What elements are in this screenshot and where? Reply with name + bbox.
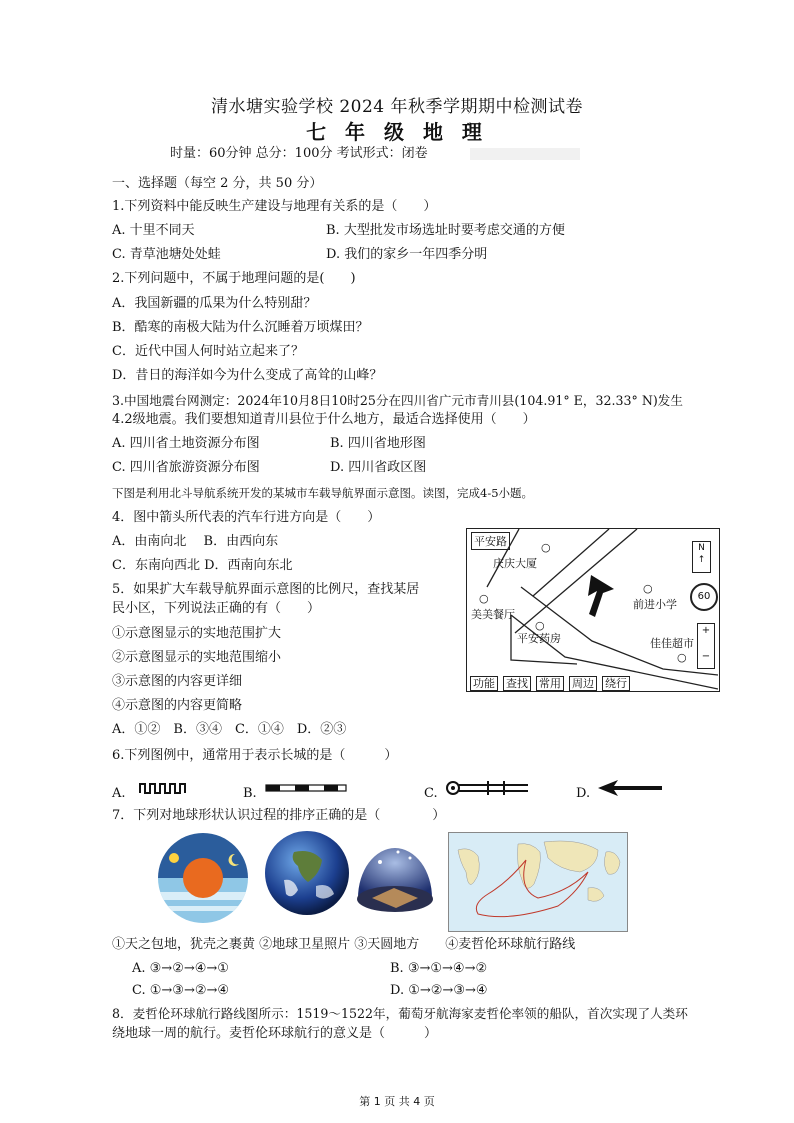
legend-arrow-symbol <box>596 778 664 798</box>
place-dot: ○ <box>677 651 687 664</box>
q6-option-a: A. <box>112 786 126 801</box>
place-dot: ○ <box>541 541 551 554</box>
q1-option-a: A. 十里不同天 <box>112 223 195 238</box>
place-dot: ○ <box>535 619 545 632</box>
exam-info: 时量：60分钟 总分：100分 考试形式：闭卷 <box>170 146 428 161</box>
legend-railway-symbol <box>265 781 347 795</box>
q8-stem-line2: 绕地球一周的航行。麦哲伦环球航行的意义是（ ） <box>112 1026 438 1041</box>
q2-option-b: B．酷寒的南极大陆为什么沉睡着万顷煤田？ <box>112 320 369 335</box>
earth-satellite-image <box>264 830 350 916</box>
speed-limit-icon: 60 <box>690 583 718 611</box>
q2-option-a: A．我国新疆的瓜果为什么特别甜？ <box>112 296 317 311</box>
q7-image-captions: ①天之包地，犹壳之裹黄 ②地球卫星照片 ③天圆地方 ④麦哲伦环球航行路线 <box>112 937 576 952</box>
q5-statement-1: ①示意图显示的实地范围扩大 <box>112 626 282 641</box>
q7-option-a: A. ③→②→④→① <box>132 961 229 976</box>
round-sky-square-earth-image <box>354 842 436 918</box>
navigation-map <box>466 528 720 692</box>
legend-bridge-symbol <box>444 778 530 798</box>
q6-option-c: C. <box>424 786 438 801</box>
exam-title: 清水塘实验学校 2024 年秋季学期期中检测试卷 <box>210 97 584 117</box>
q3-stem-line1: 3.中国地震台网测定：2024年10月8日10时25分在四川省广元市青川县(104.91° E，32.33° N)发生 <box>112 393 683 408</box>
q7-stem: 7．下列对地球形状认识过程的排序正确的是（ ） <box>112 808 446 823</box>
magellan-route-map-image <box>448 832 628 932</box>
compass-north-icon: N ↑ <box>692 541 711 573</box>
q7-option-c: C. ①→③→②→④ <box>132 983 230 998</box>
q7-option-d: D. ①→②→③→④ <box>390 983 488 998</box>
zoom-in-icon: + <box>701 625 711 636</box>
q2-option-c: C．近代中国人何时站立起来了？ <box>112 344 304 359</box>
q1-stem: 1.下列资料中能反映生产建设与地理有关系的是（ ） <box>112 199 437 214</box>
map-button-function: 功能 <box>470 676 498 691</box>
q4-options-cd: C．东南向西北 D．西南向东北 <box>112 558 293 573</box>
section-heading: 一、选择题（每空 2 分，共 50 分） <box>112 176 323 191</box>
q4-stem: 4．图中箭头所代表的汽车行进方向是（ ） <box>112 510 381 525</box>
q3-option-b: B. 四川省地形图 <box>330 436 426 451</box>
place-pingan-pharmacy: 平安药房 <box>517 632 561 645</box>
legend-great-wall-symbol <box>138 780 188 796</box>
q6-stem: 6.下列图例中，通常用于表示长城的是（ ） <box>112 748 398 763</box>
q4-5-intro: 下图是利用北斗导航系统开发的某城市车载导航界面示意图。读图，完成4-5小题。 <box>112 486 534 500</box>
q2-option-d: D．昔日的海洋如今为什么变成了高耸的山峰？ <box>112 368 383 383</box>
map-button-nearby: 周边 <box>569 676 597 691</box>
zoom-out-icon: − <box>701 651 711 662</box>
q5-stem-line1: 5．如果扩大车载导航界面示意图的比例尺，查找某居 <box>112 582 420 597</box>
q2-stem: 2.下列问题中，不属于地理问题的是( ) <box>112 271 356 286</box>
page-footer: 第 1 页 共 4 页 <box>359 1095 435 1108</box>
q3-option-c: C. 四川省旅游资源分布图 <box>112 460 260 475</box>
q6-option-b: B. <box>243 786 257 801</box>
q5-stem-line2: 民小区，下列说法正确的有（ ） <box>112 601 321 616</box>
q5-statement-4: ④示意图的内容更简略 <box>112 698 243 713</box>
exam-subtitle: 七 年 级 地 理 <box>306 120 488 144</box>
q3-option-d: D. 四川省政区图 <box>330 460 427 475</box>
map-button-search: 查找 <box>503 676 531 691</box>
place-dot: ○ <box>479 592 489 605</box>
q4-options-ab: A．由南向北 B．由西向东 <box>112 534 279 549</box>
place-meimei-restaurant: 美美餐厅 <box>471 608 515 621</box>
zoom-control <box>697 623 715 669</box>
egg-cosmology-image <box>157 832 249 924</box>
place-qingqing-building: 庆庆大厦 <box>493 557 537 570</box>
q1-option-b: B. 大型批发市场选址时要考虑交通的方便 <box>326 223 565 238</box>
q8-stem-line1: 8．麦哲伦环球航行路线图所示：1519～1522年，葡萄牙航海家麦哲伦率领的船队，首次实现了人类环 <box>112 1006 688 1021</box>
q7-option-b: B. ③→①→④→② <box>390 961 488 976</box>
redacted-strip <box>470 148 580 160</box>
q5-statement-3: ③示意图的内容更详细 <box>112 674 243 689</box>
q3-option-a: A. 四川省土地资源分布图 <box>112 436 260 451</box>
q5-choices: A．①② B．③④ C．①④ D．②③ <box>112 722 347 737</box>
place-jiajia-supermarket: 佳佳超市 <box>650 637 694 650</box>
place-dot: ○ <box>643 582 653 595</box>
q1-option-c: C. 青草池塘处处蛙 <box>112 247 221 262</box>
q6-option-d: D. <box>576 786 591 801</box>
road-label: 平安路 <box>471 532 510 550</box>
place-qianjin-school: 前进小学 <box>633 598 677 611</box>
q1-option-d: D. 我们的家乡一年四季分明 <box>326 247 488 262</box>
map-button-detour: 绕行 <box>602 676 630 691</box>
q5-statement-2: ②示意图显示的实地范围缩小 <box>112 650 282 665</box>
map-button-common: 常用 <box>536 676 564 691</box>
q3-stem-line2: 4.2级地震。我们要想知道青川县位于什么地方，最适合选择使用（ ） <box>112 412 536 427</box>
